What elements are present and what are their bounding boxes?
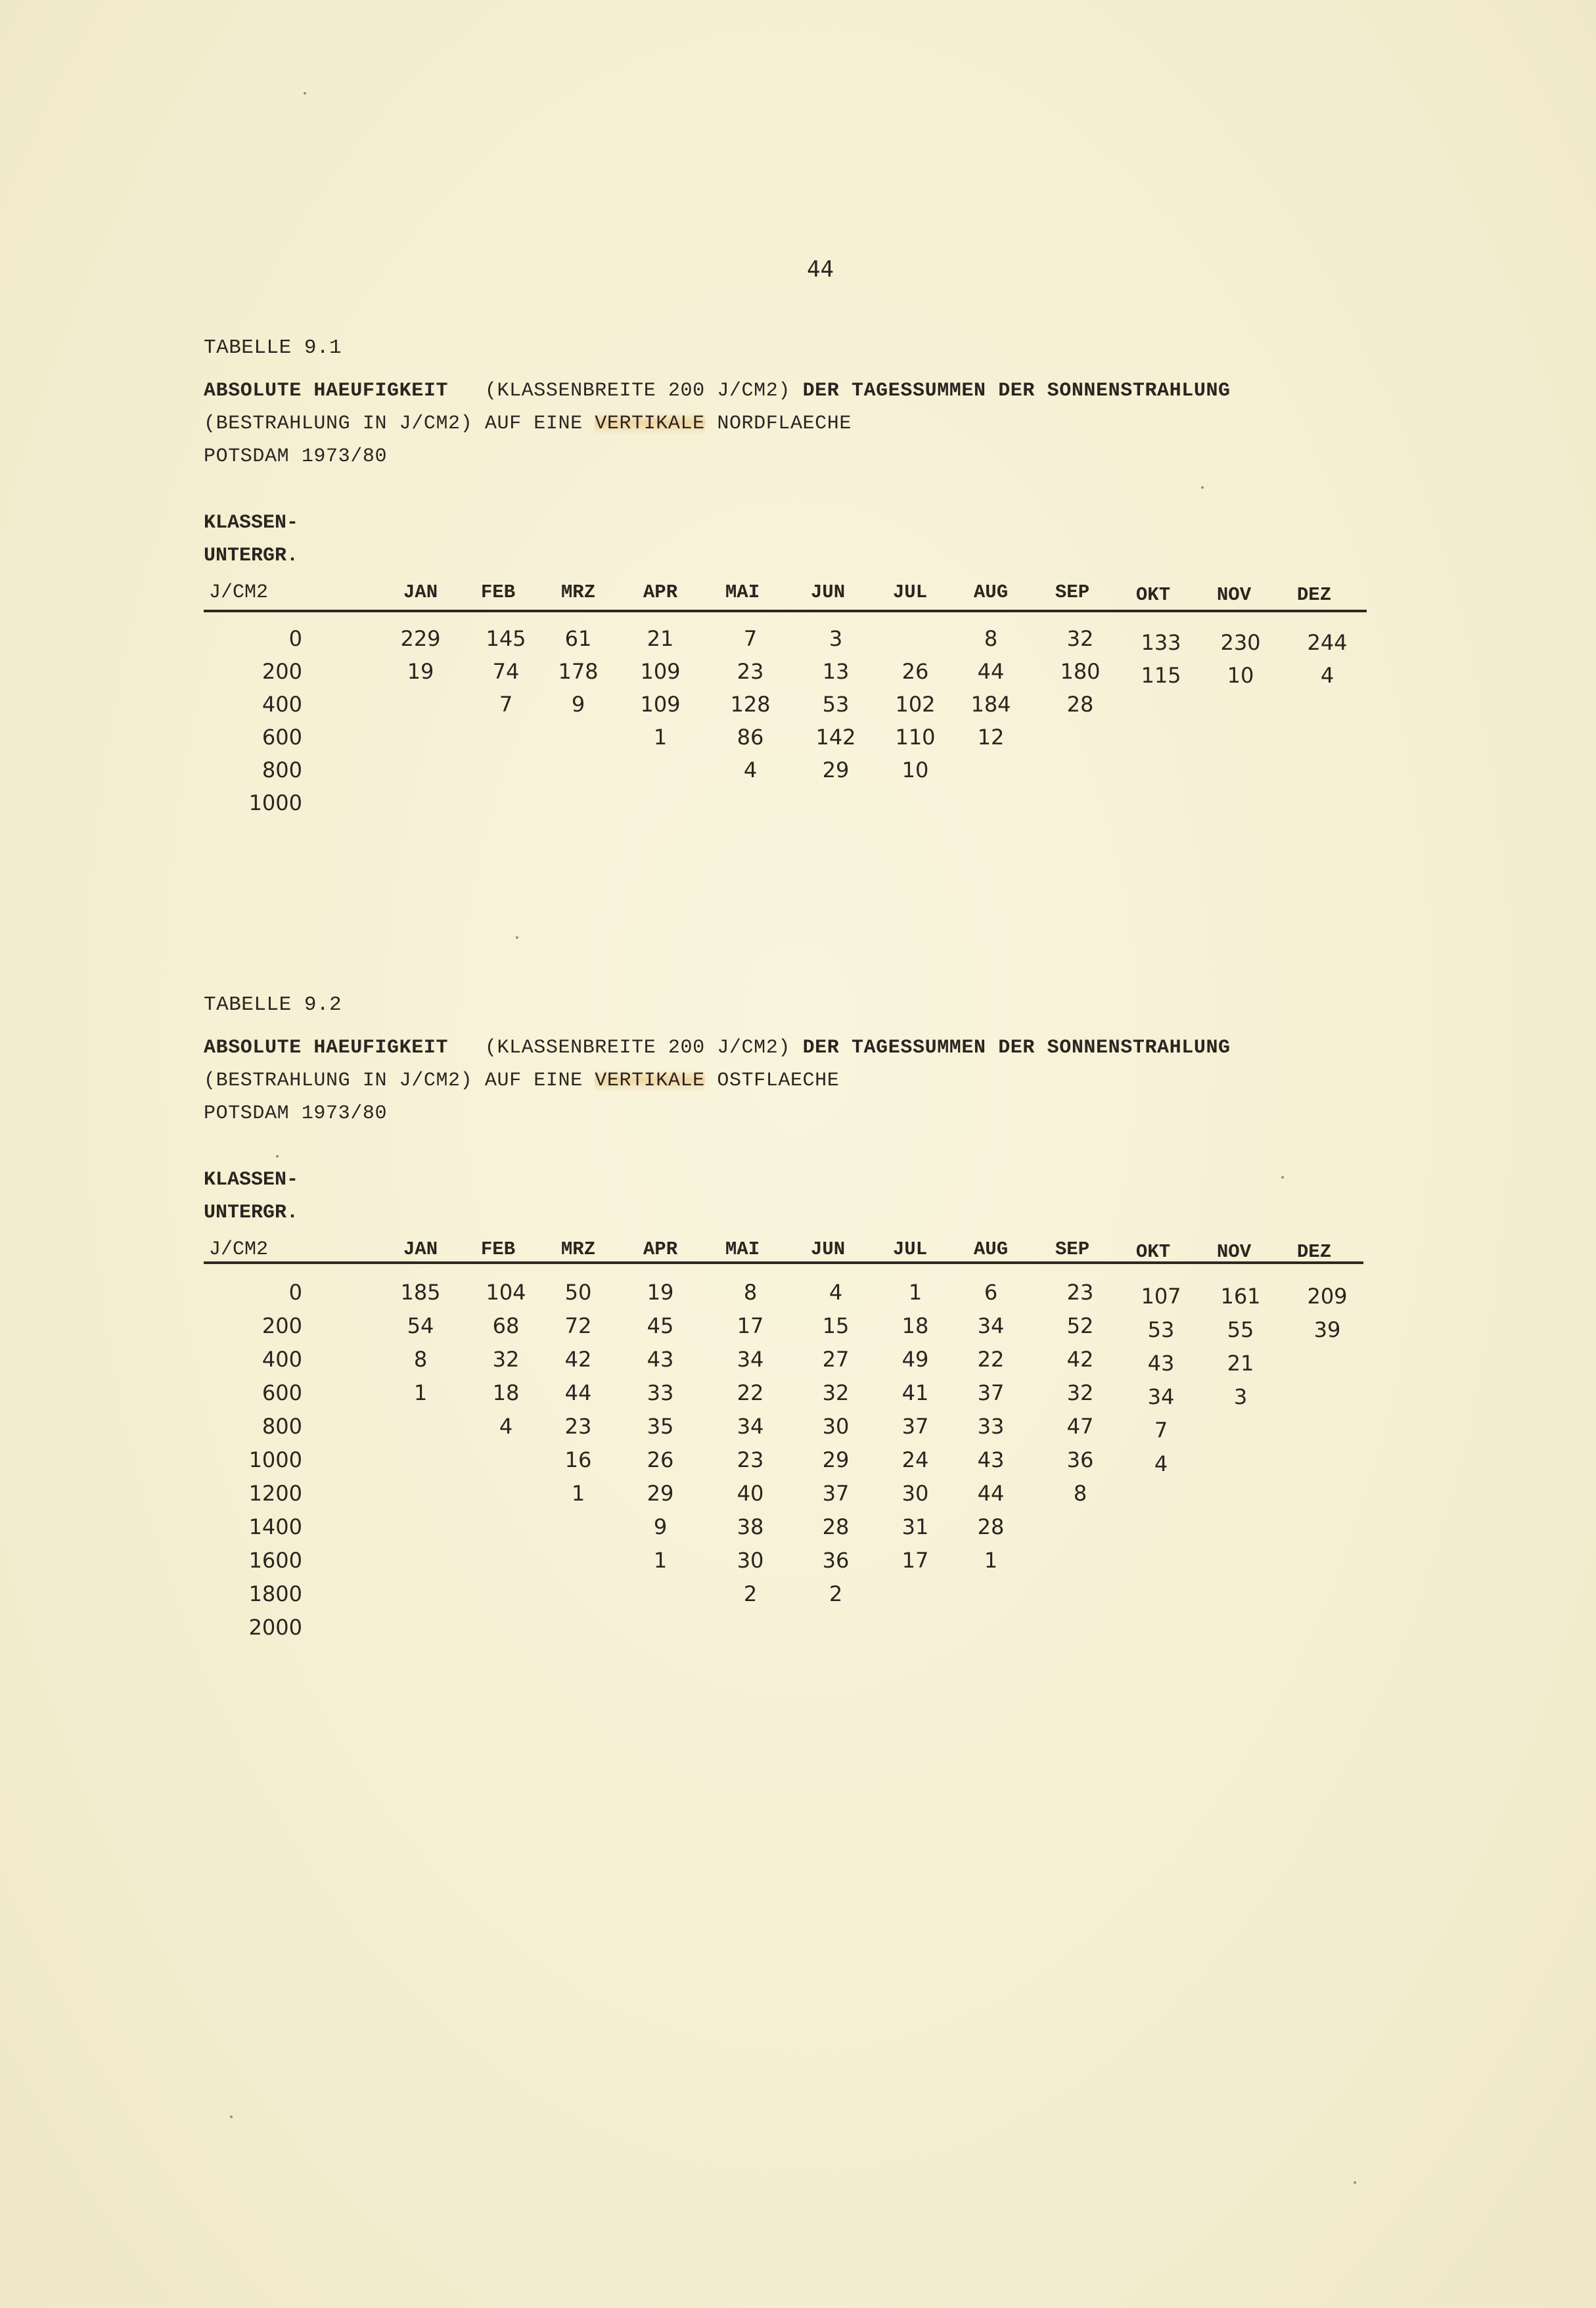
- table-cell: 104: [486, 1280, 526, 1305]
- table-cell: 28: [1066, 692, 1094, 717]
- table-cell: 34: [977, 1313, 1005, 1338]
- table-cell: 10: [901, 758, 929, 782]
- table-cell: 53: [1147, 1317, 1175, 1342]
- paper-speck: [1201, 486, 1204, 489]
- month-header-jan: JAN: [403, 581, 438, 603]
- unit-label: J/CM2: [209, 581, 269, 604]
- table-cell: 4: [829, 1280, 843, 1305]
- month-header-jun: JUN: [810, 581, 846, 603]
- month-header-mrz: MRZ: [560, 1238, 596, 1260]
- table-cell: 24: [901, 1447, 929, 1472]
- table-cell: 72: [564, 1313, 592, 1338]
- table-cell: 109: [640, 692, 681, 717]
- month-header-okt: OKT: [1135, 584, 1171, 606]
- table-cell: 1: [984, 1548, 998, 1573]
- month-header-jul: JUL: [892, 1238, 928, 1260]
- table-heading-line-1: [204, 1037, 1231, 1059]
- table-cell: 52: [1066, 1313, 1094, 1338]
- table-cell: 41: [901, 1380, 929, 1405]
- table-cell: 37: [901, 1414, 929, 1439]
- table-cell: 28: [822, 1514, 850, 1539]
- table-cell: 32: [822, 1380, 850, 1405]
- month-header-aug: AUG: [973, 581, 1009, 603]
- heading-bold-a: ABSOLUTE HAEUFIGKEIT: [204, 380, 449, 402]
- table-cell: 32: [1066, 626, 1094, 651]
- month-header-nov: NOV: [1216, 1241, 1252, 1263]
- table-cell: 184: [970, 692, 1011, 717]
- table-cell: 15: [822, 1313, 850, 1338]
- heading-line2-b: OSTFLAECHE: [704, 1070, 840, 1092]
- row-label: 0: [288, 1280, 302, 1305]
- table-cell: 28: [977, 1514, 1005, 1539]
- month-header-aug: AUG: [973, 1238, 1009, 1260]
- table-cell: 34: [737, 1347, 764, 1372]
- month-header-feb: FEB: [480, 581, 516, 603]
- heading-line2-b: NORDFLAECHE: [704, 413, 852, 435]
- table-cell: 50: [564, 1280, 592, 1305]
- table-cell: 34: [737, 1414, 764, 1439]
- heading-line2-a: (BESTRAHLUNG IN J/CM2) AUF EINE: [204, 413, 595, 435]
- table-cell: 34: [1147, 1384, 1175, 1409]
- heading-highlight: VERTIKALE: [595, 1070, 705, 1092]
- table-cell: 53: [822, 692, 850, 717]
- table-cell: 30: [822, 1414, 850, 1439]
- row-label: 800: [262, 758, 302, 782]
- table-heading-line-3: POTSDAM 1973/80: [204, 1102, 388, 1125]
- table-cell: 45: [647, 1313, 674, 1338]
- table-cell: 54: [407, 1313, 434, 1338]
- table-cell: 142: [815, 725, 856, 750]
- row-label: 1600: [248, 1548, 302, 1573]
- table-cell: 33: [647, 1380, 674, 1405]
- table-cell: 26: [647, 1447, 674, 1472]
- table-cell: 18: [901, 1313, 929, 1338]
- table-cell: 3: [1233, 1384, 1248, 1409]
- table-cell: 44: [977, 1481, 1005, 1506]
- table-cell: 4: [743, 758, 758, 782]
- table-cell: 23: [737, 659, 764, 684]
- month-header-jan: JAN: [403, 1238, 438, 1260]
- row-label: 200: [262, 659, 302, 684]
- table-cell: 29: [822, 758, 850, 782]
- table-cell: 36: [1066, 1447, 1094, 1472]
- table-cell: 19: [647, 1280, 674, 1305]
- heading-line2-a: (BESTRAHLUNG IN J/CM2) AUF EINE: [204, 1070, 595, 1092]
- table-cell: 23: [1066, 1280, 1094, 1305]
- table-cell: 209: [1307, 1284, 1348, 1309]
- table-cell: 37: [822, 1481, 850, 1506]
- table-cell: 133: [1141, 630, 1181, 655]
- table-cell: 49: [901, 1347, 929, 1372]
- table-cell: 1: [413, 1380, 428, 1405]
- paper-speck: [304, 92, 306, 95]
- heading-bold-a: ABSOLUTE HAEUFIGKEIT: [204, 1037, 449, 1059]
- table-cell: 2: [743, 1581, 758, 1606]
- row-label: 400: [262, 1347, 302, 1372]
- table-cell: 4: [1154, 1451, 1168, 1476]
- table-cell: 42: [564, 1347, 592, 1372]
- table-cell: 35: [647, 1414, 674, 1439]
- paper-speck: [230, 2116, 233, 2118]
- table-cell: 17: [901, 1548, 929, 1573]
- table-cell: 230: [1220, 630, 1261, 655]
- table-cell: 4: [499, 1414, 513, 1439]
- table-cell: 17: [737, 1313, 764, 1338]
- table-heading-line-2: [204, 413, 852, 435]
- table-label: TABELLE 9.1: [204, 336, 342, 359]
- table-cell: 19: [407, 659, 434, 684]
- table-cell: 21: [647, 626, 674, 651]
- table-cell: 21: [1227, 1351, 1254, 1376]
- table-cell: 7: [1154, 1418, 1168, 1443]
- heading-bold-b: DER TAGESSUMMEN DER SONNENSTRAHLUNG: [802, 1037, 1231, 1059]
- row-label: 2000: [248, 1615, 302, 1640]
- table-cell: 7: [743, 626, 758, 651]
- table-cell: 16: [564, 1447, 592, 1472]
- month-header-jul: JUL: [892, 581, 928, 603]
- table-cell: 2: [829, 1581, 843, 1606]
- row-label: 0: [288, 626, 302, 651]
- table-cell: 7: [499, 692, 513, 717]
- month-header-mai: MAI: [725, 581, 760, 603]
- table-cell: 43: [977, 1447, 1005, 1472]
- table-label: TABELLE 9.2: [204, 993, 342, 1016]
- paper-speck: [276, 1155, 279, 1158]
- table-cell: 23: [737, 1447, 764, 1472]
- table-cell: 178: [558, 659, 599, 684]
- month-header-nov: NOV: [1216, 584, 1252, 606]
- month-header-feb: FEB: [480, 1238, 516, 1260]
- month-header-okt: OKT: [1135, 1241, 1171, 1263]
- table-cell: 8: [413, 1347, 428, 1372]
- table-cell: 31: [901, 1514, 929, 1539]
- row-label: 1400: [248, 1514, 302, 1539]
- table-cell: 185: [400, 1280, 441, 1305]
- table-cell: 30: [737, 1548, 764, 1573]
- table-cell: 1: [653, 725, 668, 750]
- month-header-apr: APR: [643, 581, 678, 603]
- table-cell: 229: [400, 626, 441, 651]
- unit-label: J/CM2: [209, 1238, 269, 1261]
- table-cell: 32: [1066, 1380, 1094, 1405]
- class-label-1: KLASSEN-: [204, 1169, 299, 1191]
- table-cell: 145: [486, 626, 526, 651]
- table-cell: 109: [640, 659, 681, 684]
- table-cell: 36: [822, 1548, 850, 1573]
- table-cell: 18: [492, 1380, 520, 1405]
- table-cell: 107: [1141, 1284, 1181, 1309]
- table-cell: 110: [895, 725, 936, 750]
- table-cell: 3: [829, 626, 843, 651]
- row-label: 1000: [248, 790, 302, 815]
- heading-mid: (KLASSENBREITE 200 J/CM2): [448, 380, 803, 402]
- heading-bold-b: DER TAGESSUMMEN DER SONNENSTRAHLUNG: [802, 380, 1231, 402]
- table-cell: 23: [564, 1414, 592, 1439]
- table-cell: 128: [730, 692, 771, 717]
- month-header-sep: SEP: [1055, 1238, 1090, 1260]
- class-label-2: UNTERGR.: [204, 545, 299, 567]
- table-cell: 8: [984, 626, 998, 651]
- month-header-mrz: MRZ: [560, 581, 596, 603]
- header-rule: [204, 610, 1367, 612]
- table-heading-line-1: [204, 380, 1231, 402]
- month-header-mai: MAI: [725, 1238, 760, 1260]
- table-cell: 8: [1073, 1481, 1087, 1506]
- table-cell: 9: [571, 692, 585, 717]
- paper-speck: [516, 936, 518, 939]
- table-cell: 55: [1227, 1317, 1254, 1342]
- table-cell: 74: [492, 659, 520, 684]
- header-rule: [204, 1261, 1363, 1264]
- row-label: 800: [262, 1414, 302, 1439]
- table-cell: 1: [653, 1548, 668, 1573]
- table-cell: 9: [653, 1514, 668, 1539]
- table-cell: 68: [492, 1313, 520, 1338]
- row-label: 400: [262, 692, 302, 717]
- month-header-dez: DEZ: [1296, 584, 1332, 606]
- table-cell: 86: [737, 725, 764, 750]
- table-cell: 61: [564, 626, 592, 651]
- table-cell: 22: [977, 1347, 1005, 1372]
- table-cell: 12: [977, 725, 1005, 750]
- class-label-2: UNTERGR.: [204, 1202, 299, 1224]
- row-label: 600: [262, 1380, 302, 1405]
- table-cell: 37: [977, 1380, 1005, 1405]
- table-cell: 1: [908, 1280, 923, 1305]
- table-cell: 40: [737, 1481, 764, 1506]
- table-cell: 42: [1066, 1347, 1094, 1372]
- table-cell: 115: [1141, 663, 1181, 688]
- heading-highlight: VERTIKALE: [595, 413, 705, 435]
- table-cell: 32: [492, 1347, 520, 1372]
- paper-speck: [1354, 2181, 1356, 2184]
- table-heading-line-2: [204, 1070, 839, 1092]
- table-cell: 10: [1227, 663, 1254, 688]
- row-label: 200: [262, 1313, 302, 1338]
- table-cell: 180: [1060, 659, 1101, 684]
- row-label: 1800: [248, 1581, 302, 1606]
- month-header-sep: SEP: [1055, 581, 1090, 603]
- table-cell: 6: [984, 1280, 998, 1305]
- table-cell: 26: [901, 659, 929, 684]
- table-cell: 43: [647, 1347, 674, 1372]
- table-cell: 29: [647, 1481, 674, 1506]
- table-cell: 161: [1220, 1284, 1261, 1309]
- table-cell: 44: [564, 1380, 592, 1405]
- table-cell: 22: [737, 1380, 764, 1405]
- heading-mid: (KLASSENBREITE 200 J/CM2): [448, 1037, 803, 1059]
- table-cell: 38: [737, 1514, 764, 1539]
- table-cell: 44: [977, 659, 1005, 684]
- table-cell: 13: [822, 659, 850, 684]
- table-cell: 39: [1313, 1317, 1341, 1342]
- table-cell: 33: [977, 1414, 1005, 1439]
- table-cell: 1: [571, 1481, 585, 1506]
- table-cell: 27: [822, 1347, 850, 1372]
- table-cell: 47: [1066, 1414, 1094, 1439]
- class-label-1: KLASSEN-: [204, 512, 299, 534]
- month-header-dez: DEZ: [1296, 1241, 1332, 1263]
- table-cell: 244: [1307, 630, 1348, 655]
- table-cell: 4: [1320, 663, 1334, 688]
- table-cell: 43: [1147, 1351, 1175, 1376]
- row-label: 1000: [248, 1447, 302, 1472]
- month-header-jun: JUN: [810, 1238, 846, 1260]
- table-cell: 8: [743, 1280, 758, 1305]
- page-number: 44: [807, 256, 834, 283]
- table-cell: 102: [895, 692, 936, 717]
- table-cell: 30: [901, 1481, 929, 1506]
- month-header-apr: APR: [643, 1238, 678, 1260]
- table-heading-line-3: POTSDAM 1973/80: [204, 445, 388, 468]
- row-label: 600: [262, 725, 302, 750]
- table-cell: 29: [822, 1447, 850, 1472]
- paper-speck: [1281, 1176, 1284, 1179]
- row-label: 1200: [248, 1481, 302, 1506]
